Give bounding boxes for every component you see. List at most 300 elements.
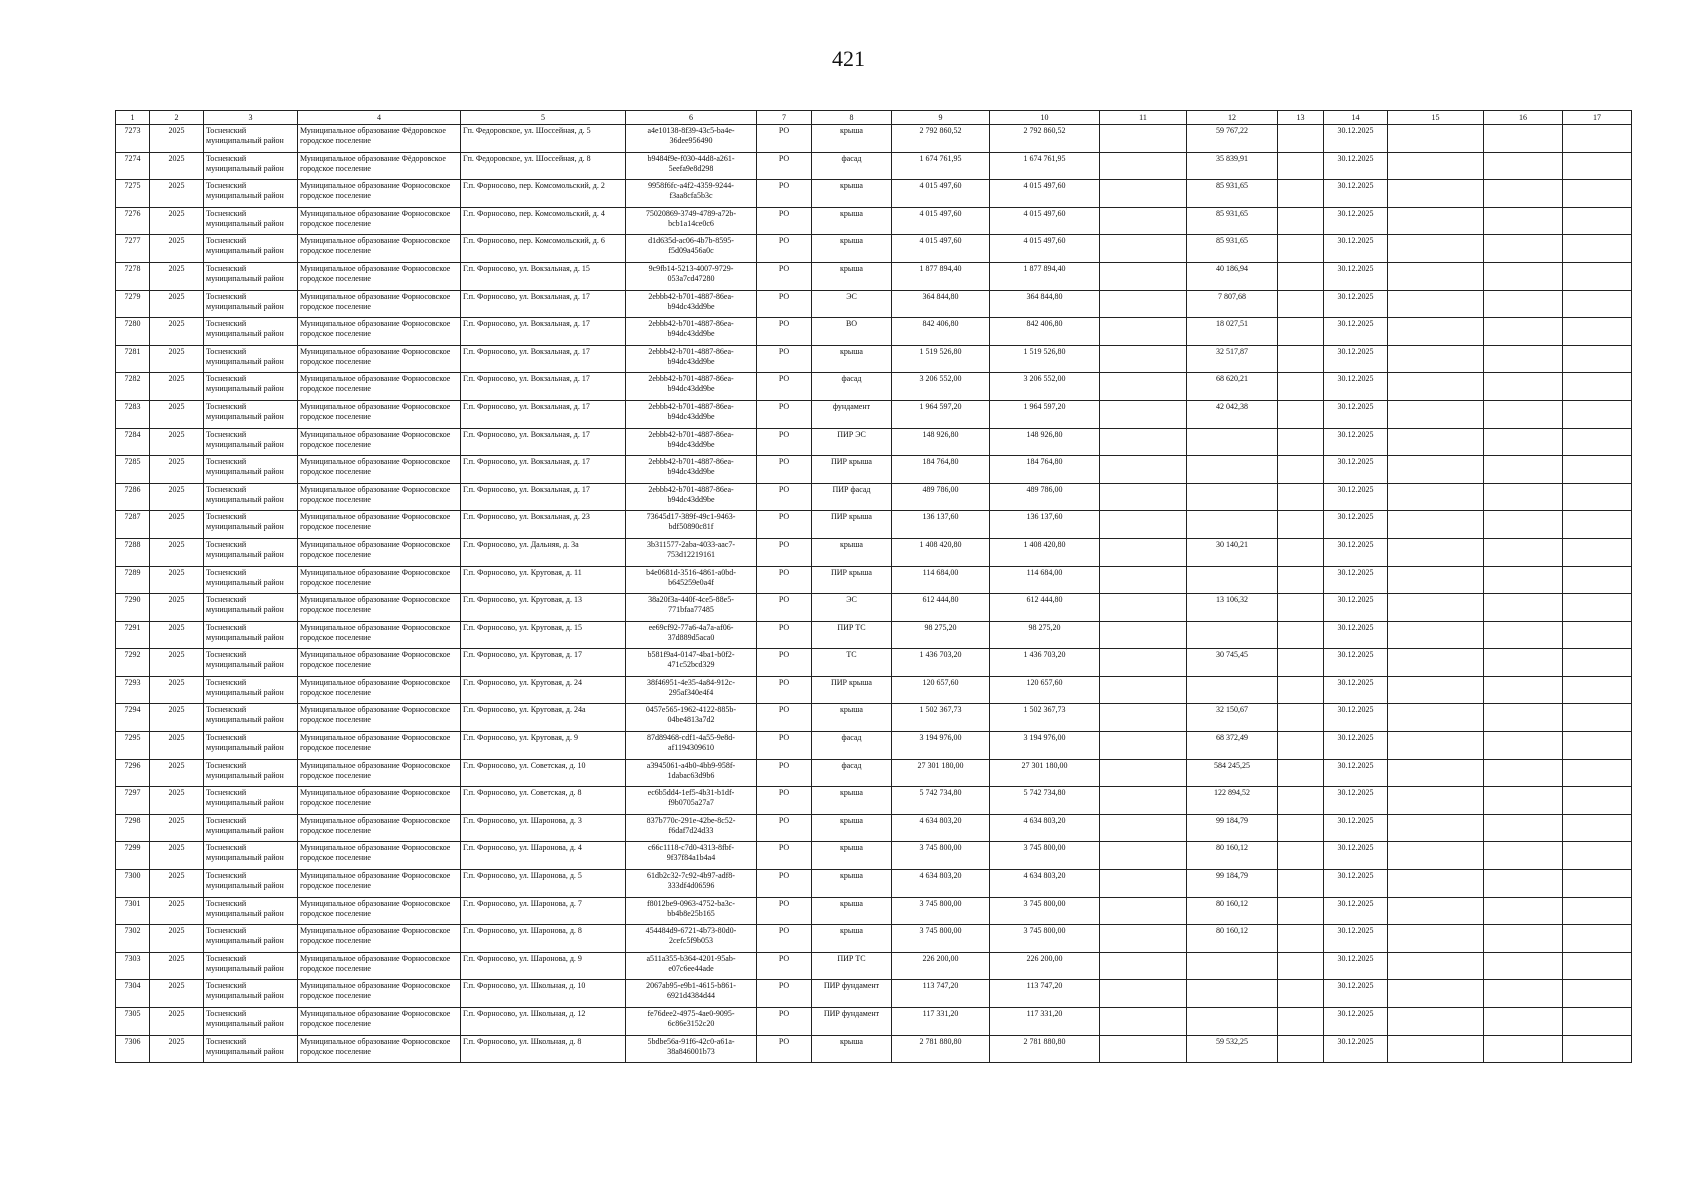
- address-cell: Г.п. Форносово, ул. Советская, д. 8: [461, 787, 626, 815]
- year-cell: 2025: [150, 538, 204, 566]
- col17-cell: [1563, 1035, 1632, 1063]
- work-type-cell: фасад: [812, 732, 892, 760]
- col13-cell: [1278, 870, 1324, 898]
- completion-date-cell: 30.12.2025: [1324, 373, 1388, 401]
- completion-date-cell: 30.12.2025: [1324, 483, 1388, 511]
- col12-cell: 80 160,12: [1187, 925, 1278, 953]
- fund-cell: РО: [757, 180, 812, 208]
- total-cost-cell: 1 408 420,80: [892, 538, 990, 566]
- completion-date-cell: 30.12.2025: [1324, 952, 1388, 980]
- total-cost-cell: 184 764,80: [892, 456, 990, 484]
- house-id-cell: 75020869-3749-4789-a72b-bcb1a14ce0c6: [626, 207, 757, 235]
- year-cell: 2025: [150, 676, 204, 704]
- column-number-6: 6: [626, 111, 757, 125]
- year-cell: 2025: [150, 980, 204, 1008]
- total-cost-cell: 1 877 894,40: [892, 262, 990, 290]
- address-cell: Г.п. Форносово, ул. Круговая, д. 15: [461, 621, 626, 649]
- col17-cell: [1563, 897, 1632, 925]
- municipality-cell: Муниципальное образование Форносовское городское поселение: [298, 511, 461, 539]
- year-cell: 2025: [150, 704, 204, 732]
- col17-cell: [1563, 318, 1632, 346]
- cost-cell: 113 747,20: [990, 980, 1100, 1008]
- year-cell: 2025: [150, 456, 204, 484]
- total-cost-cell: 1 674 761,95: [892, 152, 990, 180]
- cost-cell: 3 745 800,00: [990, 925, 1100, 953]
- fund-cell: РО: [757, 400, 812, 428]
- year-cell: 2025: [150, 345, 204, 373]
- table-row: [116, 483, 1632, 511]
- col13-cell: [1278, 152, 1324, 180]
- col17-cell: [1563, 814, 1632, 842]
- work-type-cell: ПИР крыша: [812, 676, 892, 704]
- year-cell: 2025: [150, 621, 204, 649]
- row-number-cell: 7301: [116, 897, 150, 925]
- col12-cell: 80 160,12: [1187, 897, 1278, 925]
- col13-cell: [1278, 566, 1324, 594]
- col11-cell: [1100, 814, 1187, 842]
- completion-date-cell: 30.12.2025: [1324, 566, 1388, 594]
- col16-cell: [1484, 980, 1563, 1008]
- completion-date-cell: 30.12.2025: [1324, 676, 1388, 704]
- cost-cell: 27 301 180,00: [990, 759, 1100, 787]
- municipality-cell: Муниципальное образование Форносовское городское поселение: [298, 1035, 461, 1063]
- year-cell: 2025: [150, 566, 204, 594]
- house-id-cell: b9484f9e-f030-44d8-a261-5eefa9e8d298: [626, 152, 757, 180]
- house-id-cell: 2ebbb42-b701-4887-86ea-b94dc43dd9be: [626, 483, 757, 511]
- completion-date-cell: 30.12.2025: [1324, 180, 1388, 208]
- work-type-cell: крыша: [812, 207, 892, 235]
- house-id-cell: fe76dee2-4975-4ae0-9095-6c86e3152c20: [626, 1008, 757, 1036]
- address-cell: Г.п. Форносово, ул. Шаронова, д. 8: [461, 925, 626, 953]
- fund-cell: РО: [757, 787, 812, 815]
- municipality-cell: Муниципальное образование Форносовское городское поселение: [298, 870, 461, 898]
- col16-cell: [1484, 456, 1563, 484]
- col16-cell: [1484, 787, 1563, 815]
- col16-cell: [1484, 125, 1563, 153]
- col11-cell: [1100, 483, 1187, 511]
- year-cell: 2025: [150, 180, 204, 208]
- table-body: [116, 125, 1632, 1063]
- municipality-cell: Муниципальное образование Форносовское городское поселение: [298, 456, 461, 484]
- cost-cell: 364 844,80: [990, 290, 1100, 318]
- house-id-cell: b581f9a4-0147-4ba1-b0f2-471c52bcd329: [626, 649, 757, 677]
- col16-cell: [1484, 262, 1563, 290]
- municipality-cell: Муниципальное образование Форносовское городское поселение: [298, 704, 461, 732]
- col17-cell: [1563, 759, 1632, 787]
- work-type-cell: ПИР фасад: [812, 483, 892, 511]
- year-cell: 2025: [150, 1008, 204, 1036]
- row-number-cell: 7300: [116, 870, 150, 898]
- col13-cell: [1278, 897, 1324, 925]
- row-number-cell: 7275: [116, 180, 150, 208]
- year-cell: 2025: [150, 373, 204, 401]
- municipality-cell: Муниципальное образование Форносовское городское поселение: [298, 925, 461, 953]
- district-cell: Тосненский муниципальный район: [204, 345, 298, 373]
- cost-cell: 1 502 367,73: [990, 704, 1100, 732]
- col15-cell: [1388, 262, 1484, 290]
- column-number-row: [116, 111, 1632, 125]
- col11-cell: [1100, 1008, 1187, 1036]
- cost-cell: 98 275,20: [990, 621, 1100, 649]
- house-id-cell: 73645d17-389f-49c1-9463-bdf50890c81f: [626, 511, 757, 539]
- district-cell: Тосненский муниципальный район: [204, 538, 298, 566]
- fund-cell: РО: [757, 704, 812, 732]
- year-cell: 2025: [150, 759, 204, 787]
- fund-cell: РО: [757, 594, 812, 622]
- completion-date-cell: 30.12.2025: [1324, 787, 1388, 815]
- total-cost-cell: 148 926,80: [892, 428, 990, 456]
- column-number-16: 16: [1484, 111, 1563, 125]
- completion-date-cell: 30.12.2025: [1324, 704, 1388, 732]
- column-number-8: 8: [812, 111, 892, 125]
- completion-date-cell: 30.12.2025: [1324, 842, 1388, 870]
- col17-cell: [1563, 483, 1632, 511]
- table-row: [116, 980, 1632, 1008]
- table-row: [116, 345, 1632, 373]
- col15-cell: [1388, 704, 1484, 732]
- completion-date-cell: 30.12.2025: [1324, 814, 1388, 842]
- row-number-cell: 7274: [116, 152, 150, 180]
- cost-cell: 1 674 761,95: [990, 152, 1100, 180]
- municipality-cell: Муниципальное образование Форносовское городское поселение: [298, 290, 461, 318]
- col15-cell: [1388, 400, 1484, 428]
- col12-cell: [1187, 621, 1278, 649]
- year-cell: 2025: [150, 207, 204, 235]
- fund-cell: РО: [757, 152, 812, 180]
- year-cell: 2025: [150, 925, 204, 953]
- col11-cell: [1100, 125, 1187, 153]
- total-cost-cell: 3 206 552,00: [892, 373, 990, 401]
- house-id-cell: a3945061-a4b0-4bb9-958f-1dabac63d9b6: [626, 759, 757, 787]
- house-id-cell: 9958f6fc-a4f2-4359-9244-f3aa8cfa5b3c: [626, 180, 757, 208]
- district-cell: Тосненский муниципальный район: [204, 759, 298, 787]
- house-id-cell: 38f46951-4e35-4a84-912c-295af340e4f4: [626, 676, 757, 704]
- col15-cell: [1388, 649, 1484, 677]
- col11-cell: [1100, 180, 1187, 208]
- total-cost-cell: 3 194 976,00: [892, 732, 990, 760]
- cost-cell: 1 519 526,80: [990, 345, 1100, 373]
- work-type-cell: ПИР ТС: [812, 621, 892, 649]
- address-cell: Г.п. Форносово, ул. Вокзальная, д. 17: [461, 400, 626, 428]
- col11-cell: [1100, 538, 1187, 566]
- district-cell: Тосненский муниципальный район: [204, 980, 298, 1008]
- col16-cell: [1484, 345, 1563, 373]
- year-cell: 2025: [150, 594, 204, 622]
- district-cell: Тосненский муниципальный район: [204, 676, 298, 704]
- cost-cell: 1 964 597,20: [990, 400, 1100, 428]
- house-id-cell: 2ebbb42-b701-4887-86ea-b94dc43dd9be: [626, 400, 757, 428]
- table-row: [116, 676, 1632, 704]
- cost-cell: 4 015 497,60: [990, 235, 1100, 263]
- year-cell: 2025: [150, 262, 204, 290]
- col12-cell: 68 620,21: [1187, 373, 1278, 401]
- row-number-cell: 7281: [116, 345, 150, 373]
- work-type-cell: ПИР крыша: [812, 566, 892, 594]
- fund-cell: РО: [757, 428, 812, 456]
- row-number-cell: 7287: [116, 511, 150, 539]
- address-cell: Г.п. Форносово, ул. Круговая, д. 17: [461, 649, 626, 677]
- address-cell: Г.п. Форносово, пер. Комсомольский, д. 4: [461, 207, 626, 235]
- fund-cell: РО: [757, 897, 812, 925]
- table-row: [116, 842, 1632, 870]
- col17-cell: [1563, 594, 1632, 622]
- col12-cell: 18 027,51: [1187, 318, 1278, 346]
- col15-cell: [1388, 676, 1484, 704]
- total-cost-cell: 612 444,80: [892, 594, 990, 622]
- municipality-cell: Муниципальное образование Форносовское городское поселение: [298, 842, 461, 870]
- house-id-cell: 2ebbb42-b701-4887-86ea-b94dc43dd9be: [626, 345, 757, 373]
- col15-cell: [1388, 952, 1484, 980]
- col17-cell: [1563, 787, 1632, 815]
- col17-cell: [1563, 566, 1632, 594]
- col12-cell: 42 042,38: [1187, 400, 1278, 428]
- fund-cell: РО: [757, 870, 812, 898]
- col15-cell: [1388, 483, 1484, 511]
- col16-cell: [1484, 428, 1563, 456]
- col11-cell: [1100, 842, 1187, 870]
- work-type-cell: фундамент: [812, 400, 892, 428]
- district-cell: Тосненский муниципальный район: [204, 925, 298, 953]
- total-cost-cell: 842 406,80: [892, 318, 990, 346]
- house-id-cell: c66c1118-c7d0-4313-8fbf-9f37f84a1b4a4: [626, 842, 757, 870]
- municipality-cell: Муниципальное образование Форносовское городское поселение: [298, 759, 461, 787]
- municipality-cell: Муниципальное образование Форносовское городское поселение: [298, 538, 461, 566]
- column-number-9: 9: [892, 111, 990, 125]
- col16-cell: [1484, 207, 1563, 235]
- district-cell: Тосненский муниципальный район: [204, 400, 298, 428]
- fund-cell: РО: [757, 318, 812, 346]
- work-type-cell: крыша: [812, 925, 892, 953]
- cost-cell: 2 781 880,80: [990, 1035, 1100, 1063]
- cost-cell: 489 786,00: [990, 483, 1100, 511]
- col16-cell: [1484, 152, 1563, 180]
- col13-cell: [1278, 759, 1324, 787]
- col12-cell: 59 532,25: [1187, 1035, 1278, 1063]
- address-cell: Г.п. Форносово, ул. Круговая, д. 9: [461, 732, 626, 760]
- address-cell: Г.п. Форносово, ул. Вокзальная, д. 17: [461, 345, 626, 373]
- col11-cell: [1100, 897, 1187, 925]
- total-cost-cell: 1 964 597,20: [892, 400, 990, 428]
- col16-cell: [1484, 676, 1563, 704]
- table-row: [116, 897, 1632, 925]
- work-type-cell: ПИР крыша: [812, 511, 892, 539]
- col17-cell: [1563, 704, 1632, 732]
- cost-cell: 1 408 420,80: [990, 538, 1100, 566]
- col15-cell: [1388, 566, 1484, 594]
- column-number-7: 7: [757, 111, 812, 125]
- work-type-cell: ПИР фундамент: [812, 980, 892, 1008]
- work-type-cell: крыша: [812, 345, 892, 373]
- cost-cell: 1 877 894,40: [990, 262, 1100, 290]
- district-cell: Тосненский муниципальный район: [204, 318, 298, 346]
- fund-cell: РО: [757, 345, 812, 373]
- cost-cell: 226 200,00: [990, 952, 1100, 980]
- municipality-cell: Муниципальное образование Форносовское городское поселение: [298, 318, 461, 346]
- completion-date-cell: 30.12.2025: [1324, 1008, 1388, 1036]
- house-id-cell: 2ebbb42-b701-4887-86ea-b94dc43dd9be: [626, 428, 757, 456]
- col16-cell: [1484, 897, 1563, 925]
- address-cell: Г.п. Форносово, ул. Вокзальная, д. 17: [461, 483, 626, 511]
- work-type-cell: крыша: [812, 842, 892, 870]
- row-number-cell: 7290: [116, 594, 150, 622]
- col15-cell: [1388, 842, 1484, 870]
- year-cell: 2025: [150, 290, 204, 318]
- cost-cell: 3 206 552,00: [990, 373, 1100, 401]
- house-id-cell: 2ebbb42-b701-4887-86ea-b94dc43dd9be: [626, 318, 757, 346]
- col13-cell: [1278, 980, 1324, 1008]
- col17-cell: [1563, 649, 1632, 677]
- cost-cell: 3 745 800,00: [990, 842, 1100, 870]
- column-number-12: 12: [1187, 111, 1278, 125]
- municipality-cell: Муниципальное образование Форносовское городское поселение: [298, 235, 461, 263]
- col13-cell: [1278, 704, 1324, 732]
- district-cell: Тосненский муниципальный район: [204, 1008, 298, 1036]
- municipality-cell: Муниципальное образование Форносовское городское поселение: [298, 649, 461, 677]
- house-id-cell: d1d635d-ac06-4b7b-8595-f5d09a456a0c: [626, 235, 757, 263]
- completion-date-cell: 30.12.2025: [1324, 152, 1388, 180]
- col13-cell: [1278, 207, 1324, 235]
- work-type-cell: ПИР ЭС: [812, 428, 892, 456]
- col11-cell: [1100, 649, 1187, 677]
- total-cost-cell: 3 745 800,00: [892, 925, 990, 953]
- fund-cell: РО: [757, 262, 812, 290]
- col12-cell: 584 245,25: [1187, 759, 1278, 787]
- district-cell: Тосненский муниципальный район: [204, 125, 298, 153]
- table-row: [116, 870, 1632, 898]
- table-row: [116, 262, 1632, 290]
- col15-cell: [1388, 180, 1484, 208]
- cost-cell: 1 436 703,20: [990, 649, 1100, 677]
- completion-date-cell: 30.12.2025: [1324, 538, 1388, 566]
- house-id-cell: 87d89468-cdf1-4a55-9e8d-af1194309610: [626, 732, 757, 760]
- cost-cell: 4 634 803,20: [990, 814, 1100, 842]
- col12-cell: 59 767,22: [1187, 125, 1278, 153]
- year-cell: 2025: [150, 235, 204, 263]
- col17-cell: [1563, 152, 1632, 180]
- column-number-5: 5: [461, 111, 626, 125]
- completion-date-cell: 30.12.2025: [1324, 925, 1388, 953]
- col12-cell: 32 517,87: [1187, 345, 1278, 373]
- address-cell: Г.п. Форносово, ул. Круговая, д. 24а: [461, 704, 626, 732]
- work-type-cell: фасад: [812, 373, 892, 401]
- register-table: [115, 110, 1632, 1063]
- work-type-cell: ПИР фундамент: [812, 1008, 892, 1036]
- completion-date-cell: 30.12.2025: [1324, 980, 1388, 1008]
- work-type-cell: ПИР ТС: [812, 952, 892, 980]
- col16-cell: [1484, 566, 1563, 594]
- row-number-cell: 7297: [116, 787, 150, 815]
- col15-cell: [1388, 318, 1484, 346]
- district-cell: Тосненский муниципальный район: [204, 1035, 298, 1063]
- col13-cell: [1278, 235, 1324, 263]
- cost-cell: 612 444,80: [990, 594, 1100, 622]
- municipality-cell: Муниципальное образование Форносовское городское поселение: [298, 262, 461, 290]
- fund-cell: РО: [757, 483, 812, 511]
- col15-cell: [1388, 1008, 1484, 1036]
- col11-cell: [1100, 1035, 1187, 1063]
- col11-cell: [1100, 456, 1187, 484]
- col17-cell: [1563, 621, 1632, 649]
- work-type-cell: крыша: [812, 897, 892, 925]
- address-cell: Г.п. Форносово, ул. Шаронова, д. 9: [461, 952, 626, 980]
- completion-date-cell: 30.12.2025: [1324, 511, 1388, 539]
- completion-date-cell: 30.12.2025: [1324, 732, 1388, 760]
- fund-cell: РО: [757, 566, 812, 594]
- table-row: [116, 759, 1632, 787]
- column-number-3: 3: [204, 111, 298, 125]
- total-cost-cell: 3 745 800,00: [892, 842, 990, 870]
- house-id-cell: 2ebbb42-b701-4887-86ea-b94dc43dd9be: [626, 456, 757, 484]
- col13-cell: [1278, 373, 1324, 401]
- row-number-cell: 7306: [116, 1035, 150, 1063]
- col17-cell: [1563, 345, 1632, 373]
- address-cell: Г.п. Форносово, ул. Вокзальная, д. 17: [461, 428, 626, 456]
- address-cell: Г.п. Форносово, ул. Дальняя, д. 3а: [461, 538, 626, 566]
- cost-cell: 3 745 800,00: [990, 897, 1100, 925]
- address-cell: Г.п. Форносово, ул. Шаронова, д. 3: [461, 814, 626, 842]
- fund-cell: РО: [757, 125, 812, 153]
- municipality-cell: Муниципальное образование Фёдоровское городское поселение: [298, 152, 461, 180]
- fund-cell: РО: [757, 1008, 812, 1036]
- district-cell: Тосненский муниципальный район: [204, 262, 298, 290]
- row-number-cell: 7284: [116, 428, 150, 456]
- address-cell: Г.п. Форносово, ул. Вокзальная, д. 17: [461, 318, 626, 346]
- table-row: [116, 290, 1632, 318]
- col16-cell: [1484, 511, 1563, 539]
- col12-cell: 40 186,94: [1187, 262, 1278, 290]
- col15-cell: [1388, 787, 1484, 815]
- municipality-cell: Муниципальное образование Форносовское городское поселение: [298, 180, 461, 208]
- col16-cell: [1484, 870, 1563, 898]
- work-type-cell: фасад: [812, 152, 892, 180]
- col15-cell: [1388, 235, 1484, 263]
- col12-cell: [1187, 952, 1278, 980]
- col16-cell: [1484, 180, 1563, 208]
- fund-cell: РО: [757, 235, 812, 263]
- page-number: 421: [832, 46, 865, 71]
- col15-cell: [1388, 1035, 1484, 1063]
- row-number-cell: 7283: [116, 400, 150, 428]
- cost-cell: 117 331,20: [990, 1008, 1100, 1036]
- row-number-cell: 7296: [116, 759, 150, 787]
- table-row: [116, 152, 1632, 180]
- cost-cell: 4 015 497,60: [990, 207, 1100, 235]
- district-cell: Тосненский муниципальный район: [204, 814, 298, 842]
- total-cost-cell: 226 200,00: [892, 952, 990, 980]
- col16-cell: [1484, 290, 1563, 318]
- total-cost-cell: 113 747,20: [892, 980, 990, 1008]
- fund-cell: РО: [757, 207, 812, 235]
- work-type-cell: крыша: [812, 1035, 892, 1063]
- col17-cell: [1563, 870, 1632, 898]
- municipality-cell: Муниципальное образование Форносовское городское поселение: [298, 980, 461, 1008]
- col12-cell: 13 106,32: [1187, 594, 1278, 622]
- district-cell: Тосненский муниципальный район: [204, 483, 298, 511]
- district-cell: Тосненский муниципальный район: [204, 621, 298, 649]
- col17-cell: [1563, 676, 1632, 704]
- col11-cell: [1100, 511, 1187, 539]
- address-cell: Г.п. Форносово, ул. Вокзальная, д. 15: [461, 262, 626, 290]
- col12-cell: 80 160,12: [1187, 842, 1278, 870]
- total-cost-cell: 4 634 803,20: [892, 870, 990, 898]
- total-cost-cell: 117 331,20: [892, 1008, 990, 1036]
- col15-cell: [1388, 897, 1484, 925]
- municipality-cell: Муниципальное образование Форносовское городское поселение: [298, 897, 461, 925]
- col16-cell: [1484, 400, 1563, 428]
- year-cell: 2025: [150, 732, 204, 760]
- col17-cell: [1563, 262, 1632, 290]
- municipality-cell: Муниципальное образование Форносовское городское поселение: [298, 483, 461, 511]
